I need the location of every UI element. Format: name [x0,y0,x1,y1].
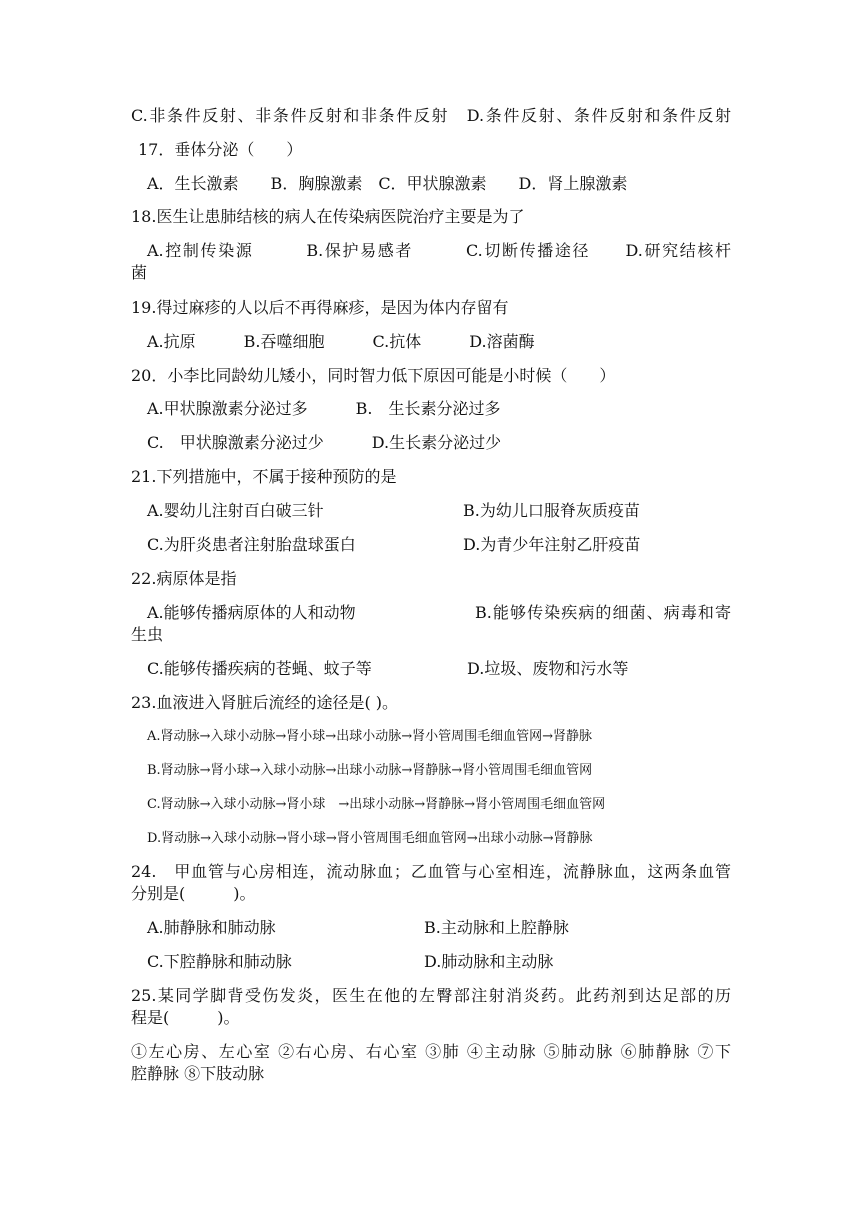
q25-stem: 25.某同学脚背受伤发炎，医生在他的左臀部注射消炎药。此药剂到达足部的历 [131,986,731,1005]
q21-option-d: D.为青少年注射乙肝疫苗 [463,535,641,554]
q23-option-b: B.肾动脉→肾小球→入球小动脉→出球小动脉→肾静脉→肾小管周围毛细血管网 [147,763,593,778]
q25-stem-cont: 程是( )。 [131,1008,240,1027]
q21-option-b: B.为幼儿口服脊灰质疫苗 [463,501,640,520]
q24-option-a: A.肺静脉和肺动脉 [147,918,276,937]
q19-stem: 19.得过麻疹的人以后不再得麻疹，是因为体内存留有 [131,298,509,317]
q17-stem: 17．垂体分泌（ ） [138,140,303,159]
q25-choices-cont: 腔静脉 ⑧下肢动脉 [131,1064,265,1083]
q22-option-a: A.能够传播病原体的人和动物 [147,603,356,622]
q21-option-a: A.婴幼儿注射百白破三针 [147,501,324,520]
q23-stem: 23.血液进入肾脏后流经的途径是( )。 [131,693,399,712]
q19-options: A.抗原 B.吞噬细胞 C.抗体 D.溶菌酶 [147,332,535,351]
q22-option-b: B.能够传染疾病的细菌、病毒和寄 [475,603,731,622]
q18-options-cont: 菌 [131,263,148,282]
q21-stem: 21.下列措施中，不属于接种预防的是 [131,467,397,486]
q24-stem-cont: 分别是( )。 [131,884,256,903]
q23-option-c: C.肾动脉→入球小动脉→肾小球 →出球小动脉→肾静脉→肾小管周围毛细血管网 [147,797,606,812]
q22-stem: 22.病原体是指 [131,569,237,588]
q18-stem: 18.医生让患肺结核的病人在传染病医院治疗主要是为了 [131,207,525,226]
q20-stem: 20．小李比同龄幼儿矮小，同时智力低下原因可能是小时候（ ） [131,366,616,385]
q22-option-c: C.能够传播疾病的苍蝇、蚊子等 [147,659,372,678]
q20-options-ab: A.甲状腺激素分泌过多 B. 生长素分泌过多 [147,399,501,418]
q22-option-d: D.垃圾、废物和污水等 [467,659,629,678]
q21-option-c: C.为肝炎患者注射胎盘球蛋白 [147,535,356,554]
q18-options: A.控制传染源 B.保护易感者 C.切断传播途径 D.研究结核杆 [147,241,731,260]
q16-options: C.非条件反射、非条件反射和非条件反射 D.条件反射、条件反射和条件反射 [131,106,731,125]
q24-option-b: B.主动脉和上腔静脉 [424,918,569,937]
q17-options: A．生长激素 B．胸腺激素 C．甲状腺激素 D．肾上腺激素 [147,174,628,193]
q25-choices: ①左心房、左心室 ②右心房、右心室 ③肺 ④主动脉 ⑤肺动脉 ⑥肺静脉 ⑦下 [131,1042,731,1061]
q24-option-d: D.肺动脉和主动脉 [424,952,554,971]
q24-option-c: C.下腔静脉和肺动脉 [147,952,292,971]
q20-options-cd: C. 甲状腺激素分泌过少 D.生长素分泌过少 [147,433,502,452]
q23-option-d: D.肾动脉→入球小动脉→肾小球→肾小管周围毛细血管网→出球小动脉→肾静脉 [147,831,593,846]
q23-option-a: A.肾动脉→入球小动脉→肾小球→出球小动脉→肾小管周围毛细血管网→肾静脉 [147,729,592,744]
q22-option-b-cont: 生虫 [131,625,164,644]
q24-stem: 24. 甲血管与心房相连，流动脉血；乙血管与心室相连，流静脉血，这两条血管 [131,862,731,881]
